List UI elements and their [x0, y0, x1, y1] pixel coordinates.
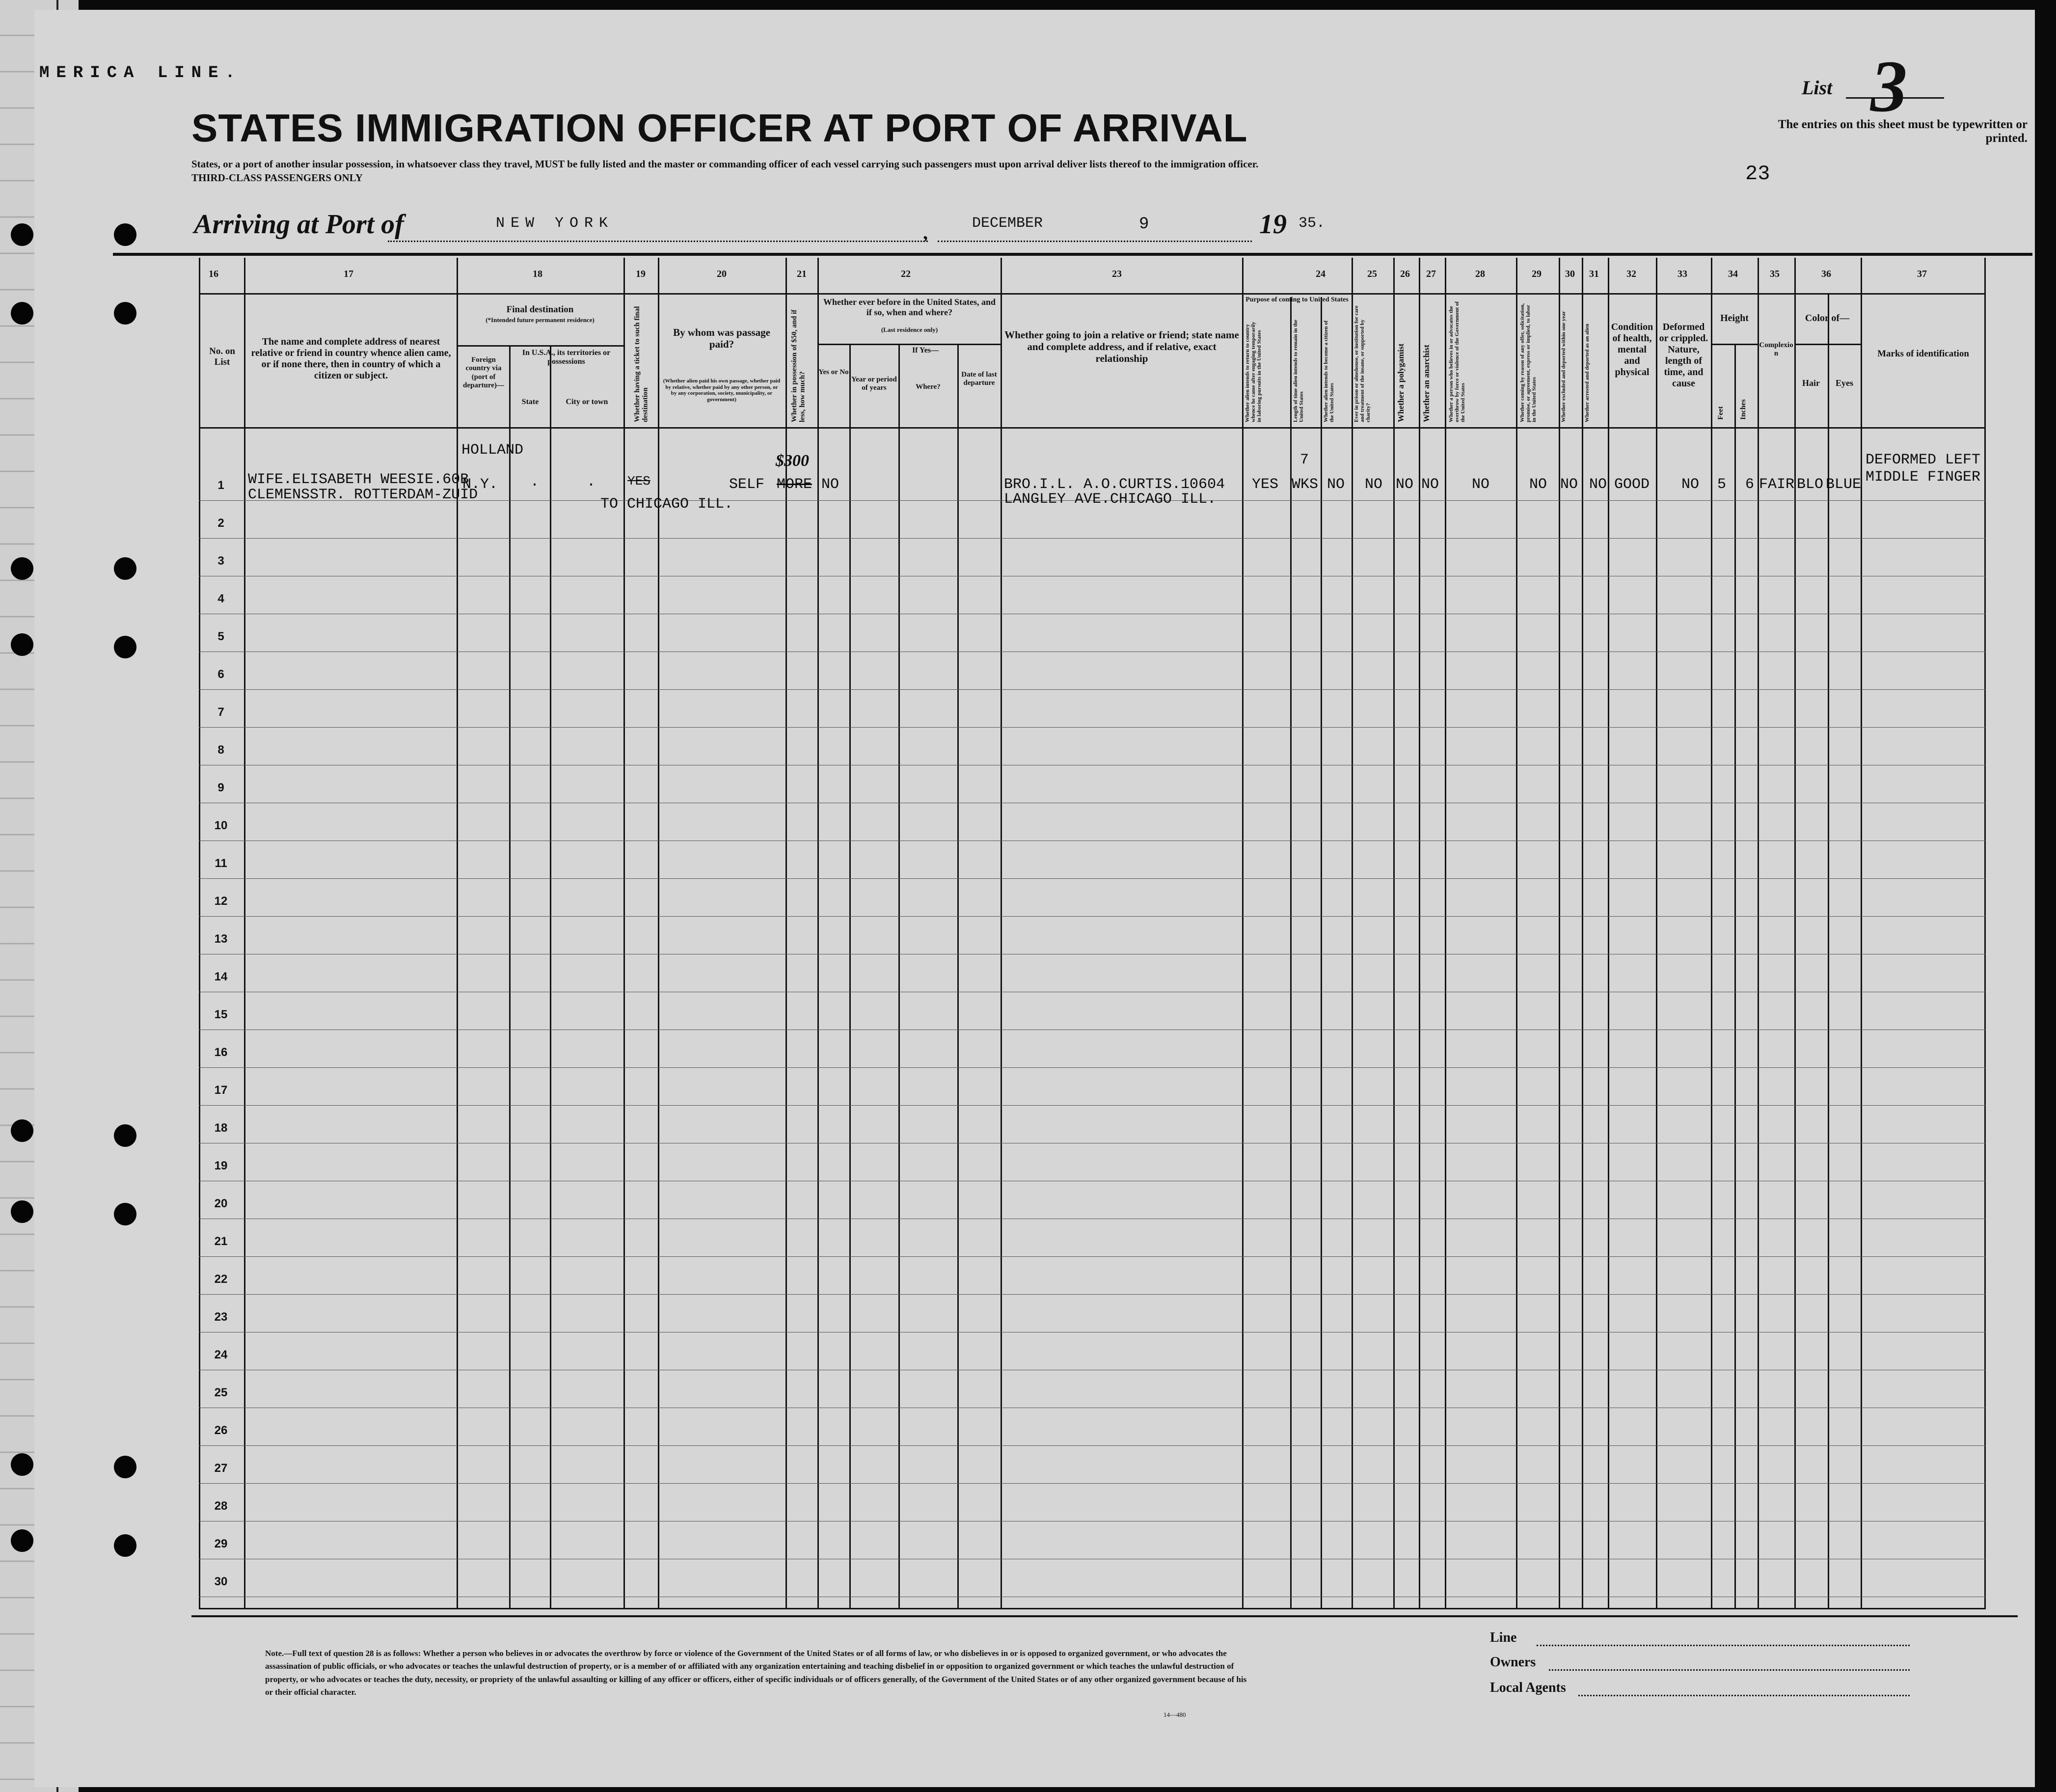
passage-paid-value: SELF	[729, 476, 765, 493]
header-ever-before: Whether ever before in the United States, and if so, when and where?	[823, 297, 996, 317]
year-prefix: 19	[1259, 209, 1287, 240]
header-prison: Ever in prison or almshouse, or institution for care and treatment of the insane, or supported by charity?	[1353, 305, 1372, 422]
subheader-rule	[1711, 344, 1758, 345]
become-citizen-value: NO	[1327, 476, 1345, 493]
foreign-country-value: HOLLAND	[461, 442, 524, 459]
col-line	[1001, 258, 1002, 1608]
subheader-rule	[1794, 344, 1861, 345]
header-last-residence: (Last residence only)	[881, 326, 938, 333]
row-rule	[199, 1483, 1986, 1484]
binder-hole	[11, 633, 33, 656]
col-line	[1321, 297, 1322, 1608]
binder-hole	[114, 557, 136, 580]
colnum-rule	[199, 293, 1986, 295]
row-rule	[199, 727, 1986, 728]
header-anarchist: Whether an anarchist	[1422, 344, 1431, 422]
header-polygamist: Whether a polygamist	[1396, 343, 1406, 422]
binder-hole	[11, 557, 33, 580]
height-inches-value: 6	[1745, 476, 1755, 493]
footer-owners-label: Owners	[1490, 1655, 1536, 1670]
row-number: 10	[214, 819, 228, 832]
header-height: Height	[1720, 313, 1749, 324]
list-label: List	[1802, 77, 1833, 99]
header-rule	[113, 253, 2032, 256]
hair-value: BLO	[1797, 476, 1824, 493]
binder-hole	[114, 1534, 136, 1557]
col-line	[1656, 258, 1657, 1608]
subheader-rule	[817, 344, 1001, 345]
column-number: 22	[901, 269, 911, 279]
footer-line-label: Line	[1490, 1630, 1517, 1645]
col-line	[623, 258, 625, 1608]
header-purpose-a: Whether alien intends to return to country whence he came after engaging temporarily in laboring pursuits in the United States	[1244, 322, 1263, 422]
binder-hole	[114, 223, 136, 246]
row-number: 28	[214, 1499, 228, 1513]
header-passage-paid: By whom was passage paid?	[673, 326, 770, 351]
header-in-usa: In U.S.A., its territories or possessions	[522, 349, 611, 366]
row-rule	[199, 916, 1986, 917]
row-number: 22	[214, 1273, 228, 1286]
col-line	[1419, 258, 1420, 1608]
row-rule	[199, 538, 1986, 539]
header-where: Where?	[916, 383, 941, 391]
destination-line-2: TO CHICAGO ILL.	[600, 496, 733, 513]
class-note: THIRD-CLASS PASSENGERS ONLY	[191, 172, 363, 184]
comma-1: ,	[923, 221, 928, 244]
row-rule	[199, 1067, 1986, 1068]
money-annotation: $300	[776, 452, 809, 470]
binder-hole	[114, 1124, 136, 1147]
joining-relative-line-1: BRO.I.L. A.O.CURTIS.10604	[1004, 476, 1225, 493]
header-year-period: Year or period of years	[851, 376, 897, 392]
port-value: NEW YORK	[496, 215, 614, 232]
header-city: City or town	[566, 398, 608, 406]
row-number: 20	[214, 1197, 228, 1210]
header-joining-relative: Whether going to join a relative or friend; state name and complete address, and if relative, exact relationship	[1004, 329, 1239, 365]
col-line	[1352, 258, 1353, 1608]
row-number: 25	[214, 1386, 228, 1399]
row-number: 2	[217, 516, 224, 530]
col-line	[1758, 258, 1759, 1608]
binder-hole	[11, 1119, 33, 1142]
header-money: Whether in possession of $50, and if less, how much?	[790, 309, 807, 422]
binder-hole	[114, 302, 136, 325]
column-number: 25	[1367, 269, 1377, 279]
port-fill-line	[388, 241, 928, 242]
row-number: 14	[214, 970, 228, 983]
length-of-stay-number: 7	[1300, 452, 1309, 468]
port-of-departure-value: N.Y.	[462, 476, 498, 493]
row-number: 15	[214, 1008, 228, 1021]
row-number: 19	[214, 1159, 228, 1172]
header-purpose-b: Length of time alien intends to remain in the United States	[1293, 320, 1305, 422]
row-number: 4	[217, 592, 224, 605]
col-line	[1290, 297, 1292, 1608]
binder-hole	[11, 1453, 33, 1476]
header-condition: Condition of health, mental and physical	[1611, 322, 1653, 378]
year-suffix: 35.	[1299, 215, 1326, 232]
date-fill-line	[938, 241, 1252, 242]
header-yes-or-no: Yes or No	[818, 368, 849, 376]
row-number: 9	[217, 781, 224, 794]
binder-hole	[114, 1203, 136, 1225]
polygamist-value: NO	[1396, 476, 1414, 493]
steamship-line-name: MERICA LINE.	[39, 64, 242, 82]
col-line	[1559, 258, 1560, 1608]
col-line	[658, 258, 659, 1608]
page-title: STATES IMMIGRATION OFFICER AT PORT OF ARRIVAL	[191, 106, 1248, 150]
col-line	[1445, 258, 1446, 1608]
column-number: 34	[1728, 269, 1738, 279]
joining-relative-line-2: LANGLEY AVE.CHICAGO ILL.	[1004, 491, 1217, 508]
header-no-on-list: No. on List	[209, 346, 235, 367]
column-number: 16	[209, 269, 218, 279]
column-number: 17	[344, 269, 353, 279]
row-number: 26	[214, 1424, 228, 1437]
header-state: State	[521, 398, 539, 406]
row-number: 18	[214, 1121, 228, 1135]
row-number: 16	[214, 1046, 228, 1059]
col-line	[1242, 258, 1244, 1608]
row-rule	[199, 878, 1986, 879]
header-q28: Whether a person who believes in or advocates the overthrow by force or violence of the Government of the United States	[1448, 301, 1466, 422]
header-q29: Whether coming by reason of any offer, solicitation, promise, or agreement, express or implied, to labor in the United States	[1519, 303, 1538, 422]
list-number: 3	[1870, 46, 1907, 127]
height-feet-value: 5	[1717, 476, 1727, 493]
header-date-last-departure: Date of last departure	[961, 371, 997, 387]
footer-note-q28: Note.—Full text of question 28 is as follows: Whether a person who believes in or advocates the overthrow by force or violence of the Government of the United States or of all forms of law, or who disbelieves in or is opposed to organized government, or who advocates the assassination of public officials, or who advocates or teaches the unlawful destruction of property, or is a member of or affiliated with any organization entertaining and teaching disbelief in or opposition to organized government or which teaches the unlawful destruction of property, or who advocates or teaches the duty, necessity, or propriety of the unlawful assaulting or killing of any officer or officers, either of specific individuals or of officers generally, of the Government of the United States or of any other organized government because of his or their official character.	[265, 1649, 1247, 1697]
binder-hole	[114, 1456, 136, 1478]
binder-hole	[11, 1529, 33, 1552]
anarchist-value: NO	[1421, 476, 1439, 493]
row-rule	[199, 1445, 1986, 1446]
binder-hole	[11, 1200, 33, 1223]
header-passage-note: (Whether alien paid his own passage, whether paid by relative, whether paid by any other person, or by any corporation, society, municipality, or government)	[663, 378, 781, 403]
column-number: 31	[1589, 269, 1599, 279]
row-number: 12	[214, 895, 228, 908]
col-line	[1734, 344, 1736, 1608]
col-line	[244, 258, 245, 1608]
binder-hole	[114, 636, 136, 658]
column-number: 29	[1532, 269, 1542, 279]
marks-line-2: MIDDLE FINGER	[1866, 469, 1981, 486]
month-value: DECEMBER	[972, 215, 1043, 232]
row-number: 11	[215, 857, 227, 870]
condition-value: GOOD	[1614, 476, 1650, 493]
row-number: 23	[214, 1310, 228, 1324]
footer-agents-label: Local Agents	[1490, 1680, 1566, 1695]
subheader-rule	[457, 345, 623, 347]
column-number: 21	[797, 269, 807, 279]
column-number: 30	[1565, 269, 1575, 279]
q29-value: NO	[1529, 476, 1547, 493]
col-line	[1516, 258, 1517, 1608]
header-ticket: Whether having a ticket to such final destination	[633, 306, 649, 422]
table-bottom-rule	[199, 1608, 1986, 1609]
column-number: 33	[1677, 269, 1687, 279]
row-number: 27	[214, 1462, 228, 1475]
col-line	[457, 258, 458, 1608]
header-feet: Feet	[1717, 406, 1725, 420]
header-bottom-rule	[199, 427, 1986, 429]
header-inches: Inches	[1739, 399, 1747, 420]
col-line	[1984, 258, 1986, 1608]
row-rule	[199, 1105, 1986, 1106]
column-number: 32	[1626, 269, 1636, 279]
col-line	[957, 344, 959, 1608]
header-marks: Marks of identification	[1877, 349, 1969, 359]
footer-owners-field	[1549, 1669, 1910, 1671]
col-line	[550, 346, 551, 1608]
col-line	[1794, 258, 1796, 1608]
header-complexion: Complexion	[1759, 341, 1793, 358]
header-q31: Whether arrested and deported as an alien	[1584, 324, 1590, 422]
relative-address-line-1: WIFE.ELISABETH WEESIE.60B	[248, 471, 469, 488]
col-line	[817, 258, 819, 1608]
day-value: 9	[1139, 215, 1149, 234]
column-number: 18	[533, 269, 542, 279]
row-number: 5	[217, 630, 224, 643]
form-code: 14—480	[1163, 1711, 1186, 1718]
header-color-of: Color of—	[1805, 313, 1850, 324]
relative-address-line-2: CLEMENSSTR. ROTTERDAM-ZUID	[248, 487, 478, 503]
header-hair: Hair	[1802, 378, 1820, 388]
col-line	[1582, 258, 1583, 1608]
column-number: 27	[1426, 269, 1436, 279]
state-value: .	[530, 474, 540, 490]
col-line	[509, 346, 511, 1608]
col-line	[1608, 258, 1609, 1608]
row-rule	[199, 689, 1986, 690]
header-final-destination-note: (*Intended future permanent residence)	[486, 316, 595, 324]
length-of-stay-value: WKS	[1292, 476, 1319, 493]
row-number: 29	[214, 1537, 228, 1550]
ever-before-value: NO	[821, 476, 839, 493]
header-foreign-country: Foreign country via (port of departure)—	[463, 356, 504, 389]
row-number: 30	[214, 1575, 228, 1588]
header-eyes: Eyes	[1836, 378, 1853, 388]
eyes-value: BLUE	[1826, 476, 1862, 493]
row-rule	[199, 1294, 1986, 1295]
row-number: 17	[214, 1084, 228, 1097]
header-purpose-c: Whether alien intends to become a citizen of the United States	[1323, 320, 1335, 422]
row-number: 1	[217, 479, 224, 492]
row-number: 6	[217, 668, 224, 681]
complexion-value: FAIR	[1759, 476, 1795, 493]
entries-note: The entries on this sheet must be typewritten or printed.	[1778, 118, 2028, 145]
row-rule	[199, 1256, 1986, 1257]
deformed-value: NO	[1681, 476, 1700, 493]
footer-agents-field	[1578, 1695, 1910, 1696]
marks-line-1: DEFORMED LEFT	[1866, 452, 1981, 468]
col-line	[1711, 258, 1712, 1608]
stamp-number: 23	[1745, 162, 1770, 186]
footer-line-field	[1537, 1645, 1910, 1646]
column-number: 24	[1316, 269, 1326, 279]
header-deformed: Deformed or crippled. Nature, length of time, and cause	[1659, 322, 1708, 389]
q30-value: NO	[1560, 476, 1578, 493]
purpose-return-value: YES	[1252, 476, 1279, 493]
prison-value: NO	[1365, 476, 1383, 493]
column-number: 23	[1112, 269, 1122, 279]
column-number: 19	[636, 269, 646, 279]
manifest-sheet	[34, 10, 2035, 1787]
row-number: 8	[217, 743, 224, 757]
money-value: MORE	[777, 476, 812, 493]
arriving-label: Arriving at Port of	[194, 209, 404, 240]
col-line	[1393, 258, 1395, 1608]
column-number: 36	[1821, 269, 1831, 279]
col-line	[1861, 258, 1862, 1608]
binder-hole	[11, 302, 33, 325]
header-nearest-relative: The name and complete address of nearest relative or friend in country whence alien came, or if none there, then in country of which a citizen or subject.	[251, 336, 451, 381]
q28-value: NO	[1472, 476, 1490, 493]
column-number: 28	[1475, 269, 1485, 279]
header-purpose: Purpose of coming to United States	[1245, 296, 1349, 303]
row-number: 24	[214, 1348, 228, 1361]
subtitle-instructions: States, or a port of another insular possession, in whatsoever class they travel, MUST be fully listed and the master or commanding officer of each vessel carrying such passengers must upon arrival deliver lists thereof to the immigration officer.	[191, 158, 1259, 170]
footer-rule	[191, 1615, 2018, 1617]
q31-value: NO	[1589, 476, 1607, 493]
col-line	[898, 344, 900, 1608]
column-number: 20	[717, 269, 727, 279]
column-number: 35	[1770, 269, 1780, 279]
row-number: 13	[214, 932, 228, 946]
column-number: 26	[1400, 269, 1410, 279]
header-if-yes: If Yes—	[912, 346, 939, 354]
column-number: 37	[1917, 269, 1927, 279]
header-q30: Whether excluded and deported within one year	[1561, 311, 1567, 422]
header-final-destination: Final destination	[506, 304, 574, 315]
row-number: 7	[217, 706, 224, 719]
row-number: 21	[214, 1235, 228, 1248]
row-number: 3	[217, 554, 224, 568]
col-line	[849, 344, 851, 1608]
ticket-value: YES	[627, 474, 650, 489]
city-value: .	[587, 474, 596, 490]
manifest-table	[199, 258, 1986, 1608]
binder-hole	[11, 223, 33, 246]
